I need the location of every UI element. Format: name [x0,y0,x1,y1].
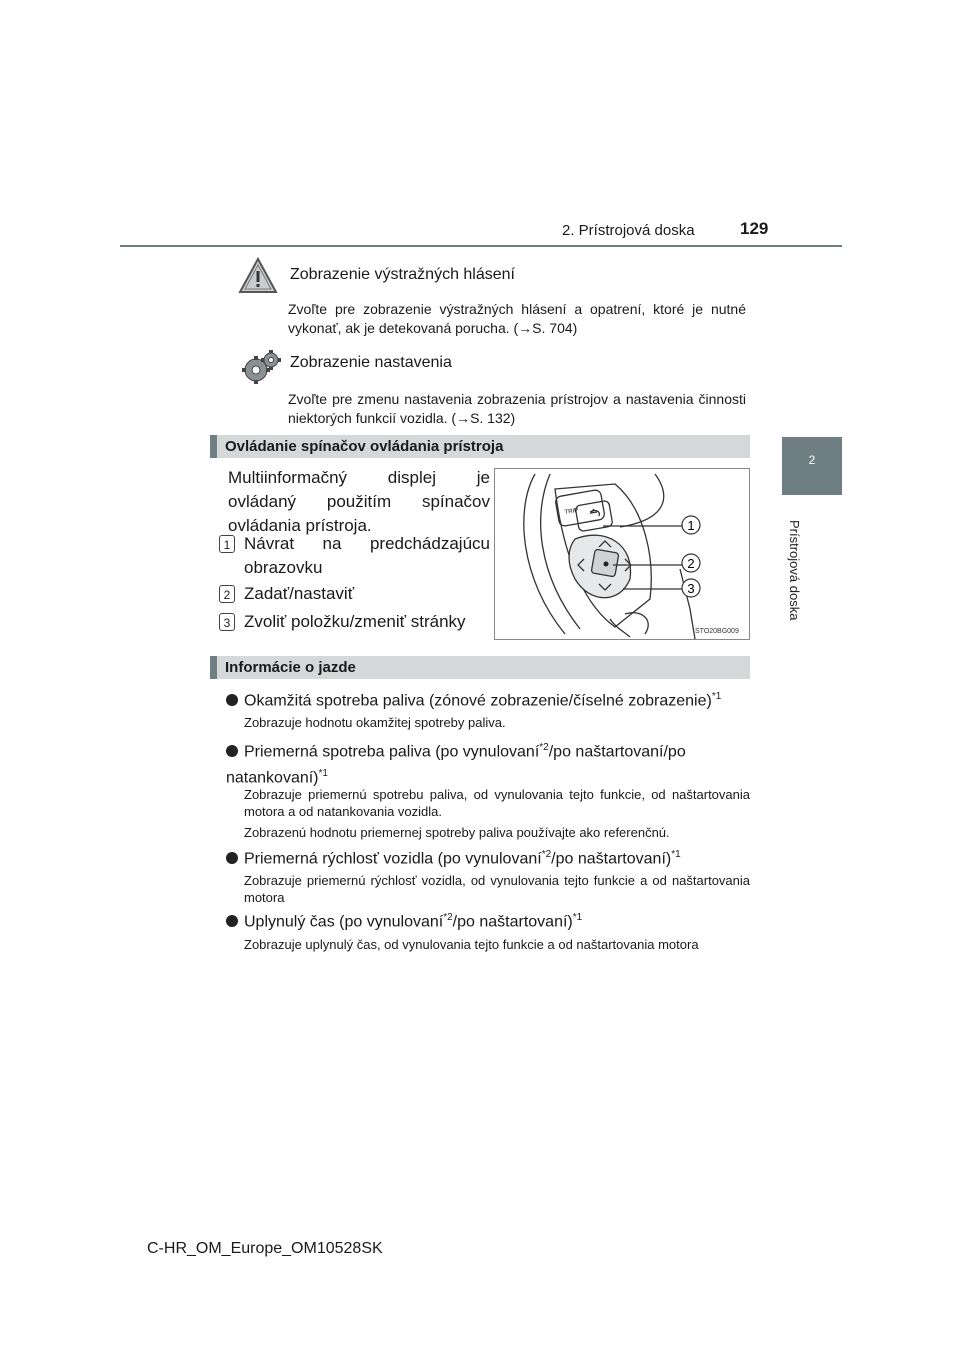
drive-info-item-instant-fuel [226,686,750,712]
list-number-badge: 3 [219,613,235,631]
item-title-cont: /po naštartovaní) [551,850,672,868]
section-heading-drive-info-text: Informácie o jazde [225,659,356,676]
chapter-tab-number: 2 [808,453,816,467]
switches-intro-text: Multiinformačný displej je ovládaný použitím spínačov ovládania prístroja. [228,468,490,535]
item-title-cont: /po naštartovaní) [452,913,573,931]
settings-display-title: Zobrazenie nastavenia [290,354,452,371]
warning-triangle-icon [238,256,278,296]
list-item-enter: Zadať/nastaviť [244,584,355,603]
item-title: Priemerná rýchlosť vozidla (po vynulovaní [244,850,542,868]
bullet-icon [226,694,238,706]
header-divider [120,245,842,247]
figure-code: STO20BG009 [695,628,739,635]
list-number-badge: 2 [219,585,235,603]
warning-display-title: Zobrazenie výstražných hlásení [290,266,515,283]
callout-1: 1 [687,518,695,533]
drive-info-item-elapsed-time [226,907,750,933]
item-description: Zobrazuje hodnotu okamžitej spotreby paliva. [244,715,506,730]
list-number-badge: 1 [219,535,235,553]
footnote-ref: *1 [318,768,328,780]
list-item-back: Návrat na predchádzajúcu obrazovku [244,534,490,577]
section-heading-switches [210,435,750,458]
footnote-ref: *2 [443,912,453,923]
section-heading-drive-info [210,656,750,679]
footnote-ref: *1 [711,691,722,702]
item-title: Priemerná spotreba paliva (po vynulovaní [244,743,540,761]
footnote-ref: *1 [572,912,583,923]
header-chapter-title: 2. Prístrojová doska [562,222,695,239]
item-title-cont: /po naštartovaní/po natankovaní) [226,743,686,787]
bullet-icon [226,745,238,757]
item-description: Zobrazuje priemernú spotrebu paliva, od vynulovania tejto funkcie, od naštartovania motora a od natankovania vozidla. [244,787,750,819]
item-description: Zobrazuje uplynulý čas, od vynulovania tejto funkcie a od naštartovania motora [244,937,699,952]
callout-3: 3 [687,581,695,596]
item-title: Okamžitá spotreba paliva (zónové zobrazenie/číselné zobrazenie) [244,692,712,710]
item-title: Uplynulý čas (po vynulovaní [244,913,444,931]
section-heading-switches-text: Ovládanie spínačov ovládania prístroja [225,438,504,455]
warning-display-description: Zvoľte pre zobrazenie výstražných hlásení a opatrení, ktoré je nutné vykonať, ak je detekovaná porucha. (→S. 704) [288,301,746,336]
page-number: 129 [740,219,769,238]
drive-info-item-avg-fuel [226,737,750,790]
item-description: Zobrazuje priemernú rýchlosť vozidla, od vynulovania tejto funkcie a od naštartovania motora [244,873,750,905]
steering-switch-illustration [494,468,750,640]
settings-display-description: Zvoľte pre zmenu nastavenia zobrazenia prístrojov a nastavenia činnosti niektorých funkcií vozidla. (→S. 132) [288,391,746,426]
footnote-ref: *2 [541,849,552,860]
trip-button-label: TRIP [564,507,579,516]
bullet-icon [226,915,238,927]
footnote-ref: *2 [539,742,549,753]
chapter-tab-label: Prístrojová doska [787,520,802,621]
callout-2: 2 [687,556,695,571]
gears-icon [240,348,280,388]
chapter-tab [782,437,842,495]
drive-info-item-avg-speed [226,844,750,870]
item-description: Zobrazenú hodnotu priemernej spotreby paliva používajte ako referenčnú. [244,825,670,840]
bullet-icon [226,852,238,864]
footer-document-code: C-HR_OM_Europe_OM10528SK [147,1240,383,1257]
list-item-select: Zvoliť položku/zmeniť stránky [244,612,466,631]
footnote-ref: *1 [671,849,681,860]
